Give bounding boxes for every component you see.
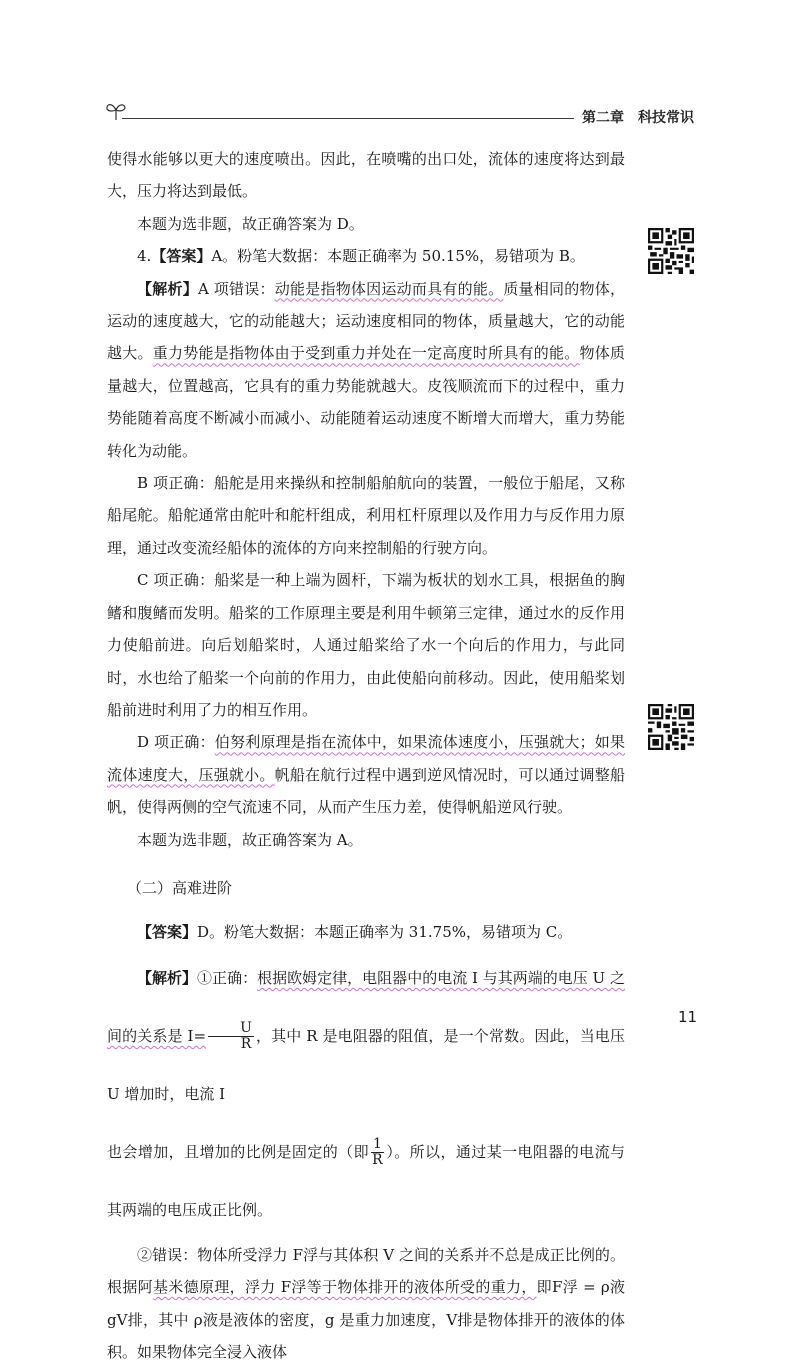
underlined-text: 伯努利原理是指在流体中，如果流体速度小，压强就大；如果流体速度大，压强就小。 [107,733,625,784]
question-number: 4. [137,247,152,266]
text-span: 帆船在航行过程中遇到逆风情况时，可以通过调整船帆，使得两侧的空气流速不同，从而产生压力差，使得帆船逆风行驶。 [107,765,625,817]
qr-code-icon [648,228,694,274]
section-title: （二）高难进阶 [127,878,233,897]
header-rule [122,118,574,119]
underlined-text: 根据欧姆定律，电阻器中的电流 I 与其两端的电压 U 之间的关系是 I= [107,968,625,1045]
paragraph: 本题为选非题，故正确答案为 A。 [137,830,363,849]
paragraph: B 项正确：船舵是用来操纵和控制船舶航向的装置，一般位于船尾，又称船尾舵。船舵通常由舵叶和舵杆组成，利用杠杆原理以及作用力与反作用力原理，通过改变流经船体的流体的方向来控制船的行驶方向。 [107,474,625,557]
text-span: ，其中 R 是电阻器的阻值，是一个常数。因此，当电压 U 增加时，电流 I [107,1026,625,1103]
text-span: 即F浮 = ρ液gV排，其中 ρ液是液体的密度，g 是重力加速度，V排是物体排开的液体的体积。如果物体完全浸入液体 [107,1278,625,1361]
answer-text: D。粉笔大数据：本题正确率为 31.75%，易错项为 C。 [197,923,573,942]
answer-line [107,240,625,272]
text-span: ）。所以，通过某一电阻器的电流与其两端的电压成正比例。 [107,1142,625,1219]
text-span: 质量相同的物体，运动的速度越大，它的动能越大；运动速度相同的物体，质量越大，它的动能越大。 [107,279,625,363]
underlined-text: 动能是指物体因运动而具有的能。 [274,279,504,298]
paragraph [107,726,625,823]
analysis-label: 【解析】 [137,968,198,987]
paragraph [107,1123,625,1239]
running-header [104,98,694,128]
text-span: ①正确： [197,968,258,987]
text-span: ②错误：物体所受浮力 F浮与其体积 V 之间的关系并不总是成正比例的。根据阿 [107,1245,625,1297]
answer-label: 【答案】 [137,923,198,942]
paragraph: C 项正确：船桨是一种上端为圆杆，下端为板状的划水工具，根据鱼的胸鳍和腹鳍而发明。船桨的工作原理主要是利用牛顿第三定律，通过水的反作用力使船前进。向后划船桨时，人通过船桨给了水一个向后的作用力，与此同时，水也给了船桨一个向前的作用力，由此使船向前移动。因此，使用船桨划船前进时利用了力的相互作用。 [107,571,625,719]
answer-line [107,916,625,948]
qr-code-icon [648,704,694,750]
text-span: 也会增加，且增加的比例是固定的（即 [107,1142,369,1161]
chapter-title: 第二章 科技常识 [582,110,694,126]
underlined-text: 基米德原理，浮力 F浮等于物体排开的液体所受的重力， [152,1278,537,1297]
fraction [208,1021,254,1053]
fraction-numerator: 1 [372,1135,382,1152]
paragraph [107,1239,625,1368]
paragraph: 使得水能够以更大的速度喷出。因此，在喷嘴的出口处，流体的速度将达到最大，压力将达到最低。 [107,150,625,201]
underlined-text: 重力势能是指物体由于受到重力并处在一定高度时所具有的能。 [152,344,580,363]
text-span: A 项错误： [197,279,275,298]
analysis-label: 【解析】 [137,279,198,298]
analysis-paragraph [107,273,625,467]
text-span: D 项正确： [137,733,215,752]
fraction-numerator: U [208,1021,254,1037]
page-body [107,143,625,1368]
paragraph: 本题为选非题，故正确答案为 D。 [137,214,364,233]
page-number: 11 [678,1008,698,1026]
text-span: 物体质量越大，位置越高，它具有的重力势能就越大。皮筏顺流而下的过程中，重力势能随着高度不断减小而减小、动能随着运动速度不断增大而增大，重力势能转化为动能。 [107,344,625,460]
fraction [371,1137,384,1169]
analysis-paragraph [107,949,625,1123]
fraction-denominator: R [240,1036,252,1053]
answer-label: 【答案】 [151,247,212,266]
answer-text: A。粉笔大数据：本题正确率为 50.15%，易错项为 B。 [211,247,585,266]
fraction-denominator: R [372,1152,383,1169]
